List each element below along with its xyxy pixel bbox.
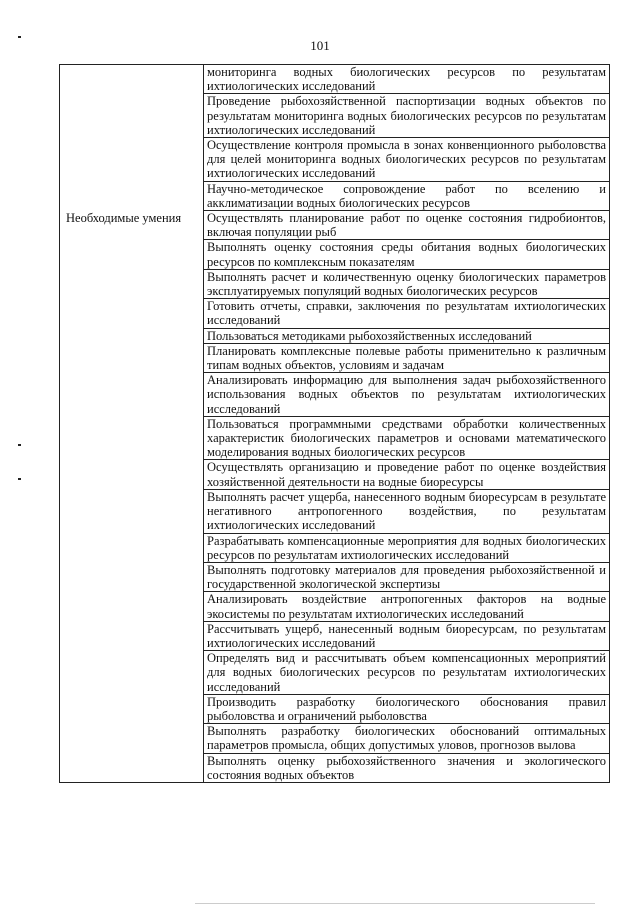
table-cell: Производить разработку биологического обоснования правил рыболовства и ограничений рыболовства [204, 694, 610, 723]
section-label: Необходимые умения [60, 211, 204, 783]
scan-edge [195, 903, 595, 904]
competency-table [59, 64, 610, 783]
table-cell: Анализировать воздействие антропогенных факторов на водные экосистемы по результатам ихтиологических исследований [204, 592, 610, 621]
table-cell: Выполнять оценку состояния среды обитания водных биологических ресурсов по комплексным показателям [204, 240, 610, 269]
scan-mark [18, 478, 21, 480]
table-row [60, 211, 610, 240]
table-cell: Проведение рыбохозяйственной паспортизации водных объектов по результатам мониторинга водных биологических ресурсов по результатам ихтиологических исследований [204, 94, 610, 138]
table-cell: Рассчитывать ущерб, нанесенный водным биоресурсам, по результатам ихтиологических исследований [204, 621, 610, 650]
table-cell: Научно-методическое сопровождение работ по вселению и акклиматизации водных биологических ресурсов [204, 181, 610, 210]
table-cell: Готовить отчеты, справки, заключения по результатам ихтиологических исследований [204, 299, 610, 328]
table-row [60, 65, 610, 94]
table-cell: Осуществлять планирование работ по оценке состояния гидробионтов, включая популяции рыб [204, 211, 610, 240]
table-cell: Разрабатывать компенсационные мероприятия для водных биологических ресурсов по результатам ихтиологических исследований [204, 533, 610, 562]
table-cell: Определять вид и рассчитывать объем компенсационных мероприятий для водных биологических ресурсов по результатам ихтиологических исследований [204, 651, 610, 695]
table-cell: Выполнять разработку биологических обоснований оптимальных параметров промысла, общих допустимых уловов, прогнозов вылова [204, 724, 610, 753]
table-cell: Выполнять оценку рыбохозяйственного значения и экологического состояния водных объектов [204, 753, 610, 782]
page-number: 101 [310, 38, 330, 53]
table-cell: Пользоваться методиками рыбохозяйственных исследований [204, 328, 610, 343]
table-cell: Выполнять расчет и количественную оценку биологических параметров эксплуатируемых популяций водных биологических ресурсов [204, 269, 610, 298]
table-cell: Осуществление контроля промысла в зонах конвенционного рыболовства для целей мониторинга водных биологических ресурсов по результатам ихтиологических исследований [204, 138, 610, 182]
scan-mark [18, 36, 21, 38]
table-cell: Осуществлять организацию и проведение работ по оценке воздействия хозяйственной деятельности на водные биоресурсы [204, 460, 610, 489]
table-cell: Планировать комплексные полевые работы применительно к различным типам водных объектов, условиям и задачам [204, 343, 610, 372]
table-cell: Выполнять подготовку материалов для проведения рыбохозяйственной и государственной экологической экспертизы [204, 562, 610, 591]
table-cell: Пользоваться программными средствами обработки количественных характеристик биологических параметров и основами математического моделирования водных биологических ресурсов [204, 416, 610, 460]
scan-mark [18, 444, 21, 446]
table-cell: Анализировать информацию для выполнения задач рыбохозяйственного использования водных объектов по результатам ихтиологических исследований [204, 373, 610, 417]
table-cell: мониторинга водных биологических ресурсов по результатам ихтиологических исследований [204, 65, 610, 94]
section-label [60, 65, 204, 211]
table-cell: Выполнять расчет ущерба, нанесенного водным биоресурсам в результате негативного антропогенного воздействия, по результатам ихтиологических исследований [204, 489, 610, 533]
